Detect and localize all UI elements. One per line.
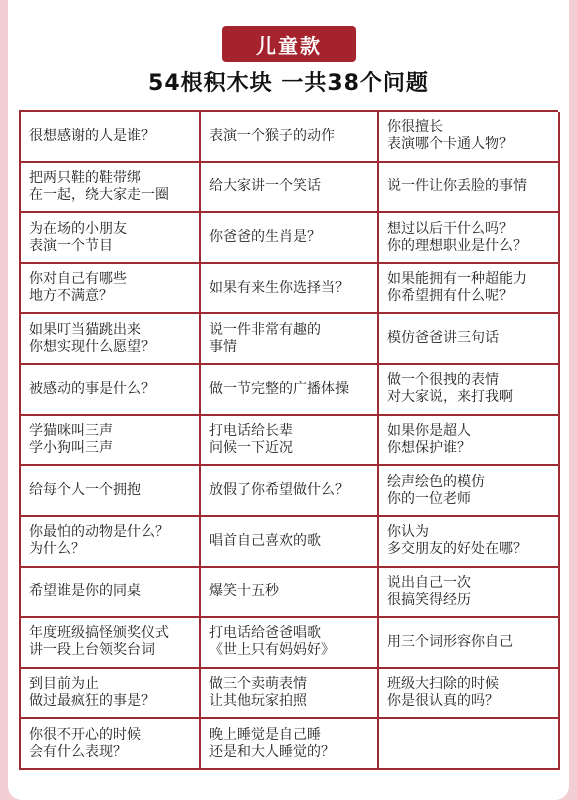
question-cell: 你对自己有哪些 地方不满意？: [21, 264, 201, 315]
question-cell: 到目前为止 做过最疯狂的事是？: [21, 669, 201, 720]
question-cell: 把两只鞋的鞋带绑 在一起，绕大家走一圈: [21, 163, 201, 214]
question-cell: 说出自己一次 很搞笑得经历: [379, 568, 560, 619]
question-cell: 你爸爸的生肖是？: [201, 213, 379, 264]
question-cell: 如果有来生你选择当？: [201, 264, 379, 315]
question-cell: 你很不开心的时候 会有什么表现？: [21, 719, 201, 770]
question-cell: 你认为 多交朋友的好处在哪？: [379, 517, 560, 568]
question-cell: 做一节完整的广播体操: [201, 365, 379, 416]
question-cell: 绘声绘色的模仿 你的一位老师: [379, 466, 560, 517]
question-cell: 你最怕的动物是什么？ 为什么？: [21, 517, 201, 568]
question-cell: 如果你是超人 你想保护谁？: [379, 416, 560, 467]
question-cell: 说一件非常有趣的 事情: [201, 314, 379, 365]
title-badge: 儿童款: [222, 26, 356, 62]
question-cell: 说一件让你丢脸的事情: [379, 163, 560, 214]
question-cell: 唱首自己喜欢的歌: [201, 517, 379, 568]
question-cell: 如果能拥有一种超能力 你希望拥有什么呢？: [379, 264, 560, 315]
question-cell: 给大家讲一个笑话: [201, 163, 379, 214]
question-cell: 班级大扫除的时候 你是很认真的吗？: [379, 669, 560, 720]
question-cell: 做一个很拽的表情 对大家说，来打我啊: [379, 365, 560, 416]
question-cell: 为在场的小朋友 表演一个节目: [21, 213, 201, 264]
question-cell: 你很擅长 表演哪个卡通人物？: [379, 112, 560, 163]
question-grid: [19, 110, 558, 770]
question-cell: 给每个人一个拥抱: [21, 466, 201, 517]
page-subtitle: 54根积木块 一共38个问题: [148, 71, 429, 96]
question-cell: 爆笑十五秒: [201, 568, 379, 619]
question-cell: 做三个卖萌表情 让其他玩家拍照: [201, 669, 379, 720]
empty-cell: [379, 719, 560, 770]
question-cell: 晚上睡觉是自己睡 还是和大人睡觉的？: [201, 719, 379, 770]
question-cell: 放假了你希望做什么？: [201, 466, 379, 517]
question-cell: 如果叮当猫跳出来 你想实现什么愿望？: [21, 314, 201, 365]
question-cell: 打电话给长辈 问候一下近况: [201, 416, 379, 467]
question-cell: 希望谁是你的同桌: [21, 568, 201, 619]
question-cell: 模仿爸爸讲三句话: [379, 314, 560, 365]
question-cell: 打电话给爸爸唱歌 《世上只有妈妈好》: [201, 618, 379, 669]
question-cell: 很想感谢的人是谁？: [21, 112, 201, 163]
question-cell: 学猫咪叫三声 学小狗叫三声: [21, 416, 201, 467]
question-cell: 想过以后干什么吗？ 你的理想职业是什么？: [379, 213, 560, 264]
question-cell: 用三个词形容你自己: [379, 618, 560, 669]
question-cell: 年度班级搞怪颁奖仪式 讲一段上台领奖台词: [21, 618, 201, 669]
question-cell: 被感动的事是什么？: [21, 365, 201, 416]
question-cell: 表演一个猴子的动作: [201, 112, 379, 163]
